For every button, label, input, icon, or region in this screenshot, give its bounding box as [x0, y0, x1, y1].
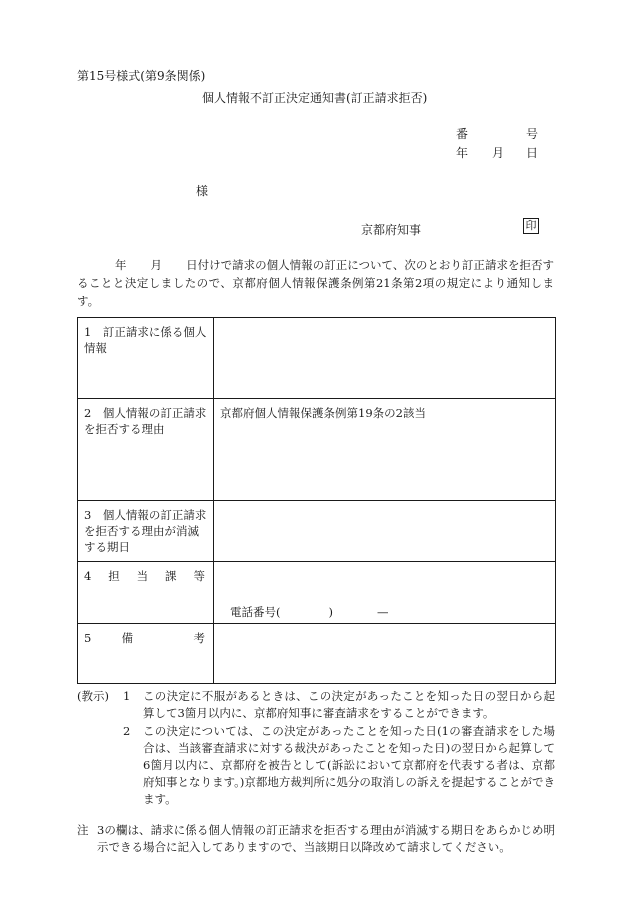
row1-label: 1 訂正請求に係る個人情報	[78, 318, 214, 399]
instruction-item1-num: 1	[123, 689, 131, 703]
number-label: 番	[456, 127, 469, 141]
row3-label: 3 個人情報の訂正請求を拒否する理由が消滅する期日	[78, 501, 214, 562]
number-label-suffix: 号	[526, 127, 539, 141]
row1-value	[214, 318, 556, 399]
row4-label-char: 当	[136, 569, 149, 583]
row4-value	[214, 562, 556, 624]
phone-dash: —	[377, 605, 389, 619]
row4-label-char: 等	[193, 569, 205, 583]
intro-paragraph	[77, 256, 554, 310]
phone-label: 電話番号(	[230, 605, 281, 619]
row5-label-char: 備	[121, 631, 134, 645]
row2-value: 京都府個人情報保護条例第19条の2該当	[214, 399, 556, 501]
row3-value	[214, 501, 556, 562]
note-text: 3の欄は、請求に係る個人情報の訂正請求を拒否する理由が消滅する期日をあらかじめ明示できる場合に記入してありますので、当該期日以降改めて請求してください。	[97, 823, 555, 854]
table-row	[78, 624, 556, 684]
row4-label-num: 4	[84, 569, 92, 583]
instruction-block	[77, 688, 555, 808]
row5-value	[214, 624, 556, 684]
intro-year: 年	[115, 258, 127, 272]
intro-text: 日付けで請求の個人情報の訂正について、次のとおり訂正請求を拒否することと決定しましたので、京都府個人情報保護条例第21条第2項の規定により通知します。	[77, 258, 555, 308]
form-number: 第15号様式(第9条関係)	[77, 69, 206, 83]
instruction-item2-text: この決定については、この決定があったことを知った日(1の審査請求をした場合は、当該審査請求に対する裁決があったことを知った日)の翌日から起算して6箇月以内に、京都府を被告として(訴訟において京都府を代表する者は、京都府知事となります。)京都地方裁判所に処分の取消しの訴えを提起することができます。	[143, 724, 555, 806]
form-table	[77, 317, 556, 684]
date-year: 年	[456, 146, 469, 160]
row5-label	[78, 624, 214, 684]
date-day: 日	[526, 146, 539, 160]
document-title: 個人情報不訂正決定通知書(訂正請求拒否)	[202, 91, 428, 105]
note-block	[77, 822, 555, 856]
phone-line	[230, 604, 389, 620]
instruction-item1-text: この決定に不服があるときは、この決定があったことを知った日の翌日から起算して3箇月以内に、京都府知事に審査請求をすることができます。	[143, 689, 555, 720]
instruction-item2-num: 2	[123, 724, 131, 738]
note-label: 注	[77, 823, 89, 837]
intro-month: 月	[150, 258, 163, 272]
table-row	[78, 501, 556, 562]
table-row	[78, 318, 556, 399]
phone-close: )	[328, 605, 333, 619]
row2-label: 2 個人情報の訂正請求を拒否する理由	[78, 399, 214, 501]
row4-label-char: 課	[165, 569, 177, 583]
addressee-honorific: 様	[196, 184, 209, 198]
seal-mark: 印	[523, 218, 539, 234]
table-row	[78, 562, 556, 624]
row5-label-char: 考	[193, 631, 205, 645]
row5-label-num: 5	[84, 631, 92, 645]
table-row	[78, 399, 556, 501]
date-month: 月	[492, 146, 505, 160]
issuer-name: 京都府知事	[361, 223, 422, 237]
row4-label	[78, 562, 214, 624]
row4-label-char: 担	[108, 569, 120, 583]
instruction-label: (教示)	[77, 689, 109, 703]
